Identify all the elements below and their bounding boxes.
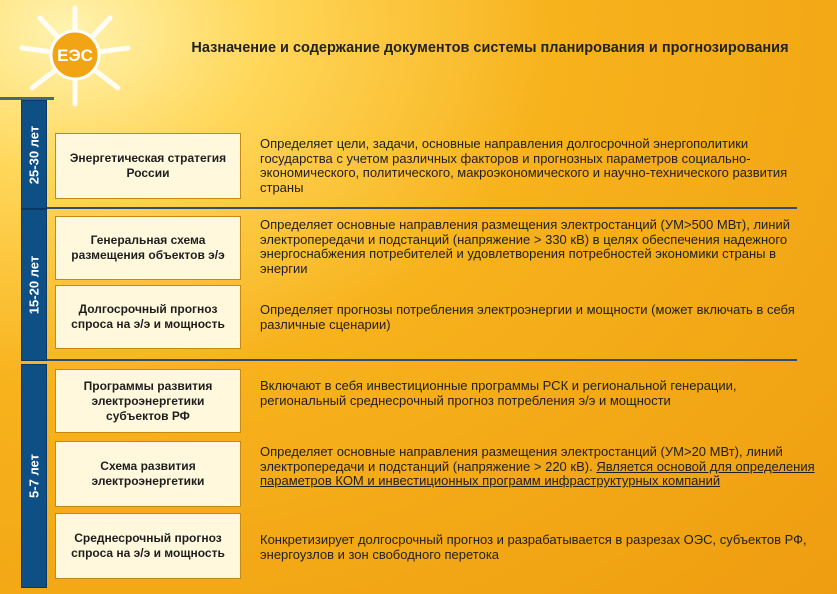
doc-description: Определяет прогнозы потребления электроэнергии и мощности (может включать в себя различные сценарии) bbox=[260, 302, 795, 332]
period-label: 15-20 лет bbox=[26, 255, 42, 315]
logo-text: ЕЭС bbox=[57, 46, 93, 65]
doc-box-general-scheme bbox=[55, 216, 241, 280]
period-band-5-7 bbox=[21, 364, 47, 588]
doc-description: Включают в себя инвестиционные программы РСК и региональной генерации, региональный среднесрочный прогноз потребления э/э и мощности bbox=[260, 378, 737, 408]
doc-description: Определяет цели, задачи, основные направления долгосрочной энергополитики государства с учетом различных факторов и прогнозных параметров социально-экономического, политического, макроэкономического и научно-технического развития страны bbox=[260, 136, 788, 195]
period-label: 5-7 лет bbox=[26, 454, 42, 498]
doc-description: Определяет основные направления размещения электростанций (УМ>500 МВт), линий электропередачи и подстанций (напряжение > 330 кВ) в целях обеспечения надежного энергоснабжения потребителей и удовлетворения потребностей экономики страны в энергии bbox=[260, 217, 790, 276]
section-separator-1 bbox=[45, 207, 797, 209]
doc-description: Конкретизирует долгосрочный прогноз и разрабатывается в разрезах ОЭС, субъектов РФ, энергоузлов и зон свободного перетока bbox=[260, 532, 807, 562]
period-band-15-20 bbox=[21, 209, 47, 361]
doc-name: Долгосрочный прогноз спроса на э/э и мощность bbox=[71, 302, 225, 331]
section-separator-2 bbox=[45, 359, 797, 361]
doc-name: Генеральная схема размещения объектов э/э bbox=[71, 233, 225, 262]
doc-description-text: Определяет основные направления размещения электростанций (УМ>20 МВт), линий электропередачи и подстанций (напряжение > 220 кВ). bbox=[260, 444, 783, 474]
doc-name: Энергетическая стратегия России bbox=[69, 151, 227, 180]
doc-name: Программы развития электроэнергетики субъектов РФ bbox=[83, 378, 213, 423]
doc-box-development-scheme bbox=[55, 441, 241, 507]
period-band-25-30 bbox=[21, 100, 47, 209]
doc-name: Схема развития электроэнергетики bbox=[91, 459, 205, 488]
doc-box-long-term-forecast bbox=[55, 285, 241, 349]
doc-description bbox=[260, 445, 820, 489]
company-logo bbox=[0, 0, 150, 110]
doc-name: Среднесрочный прогноз спроса на э/э и мощность bbox=[71, 531, 225, 560]
period-label: 25-30 лет bbox=[26, 125, 42, 184]
doc-description-underlined: Является основой для определения параметров КОМ и инвестиционных программ инфраструктурных компаний bbox=[260, 458, 815, 488]
doc-box-regional-programs bbox=[55, 369, 241, 433]
doc-box-mid-term-forecast bbox=[55, 513, 241, 579]
page-title: Назначение и содержание документов системы планирования и прогнозирования bbox=[191, 40, 789, 56]
doc-box-energy-strategy bbox=[55, 133, 241, 199]
